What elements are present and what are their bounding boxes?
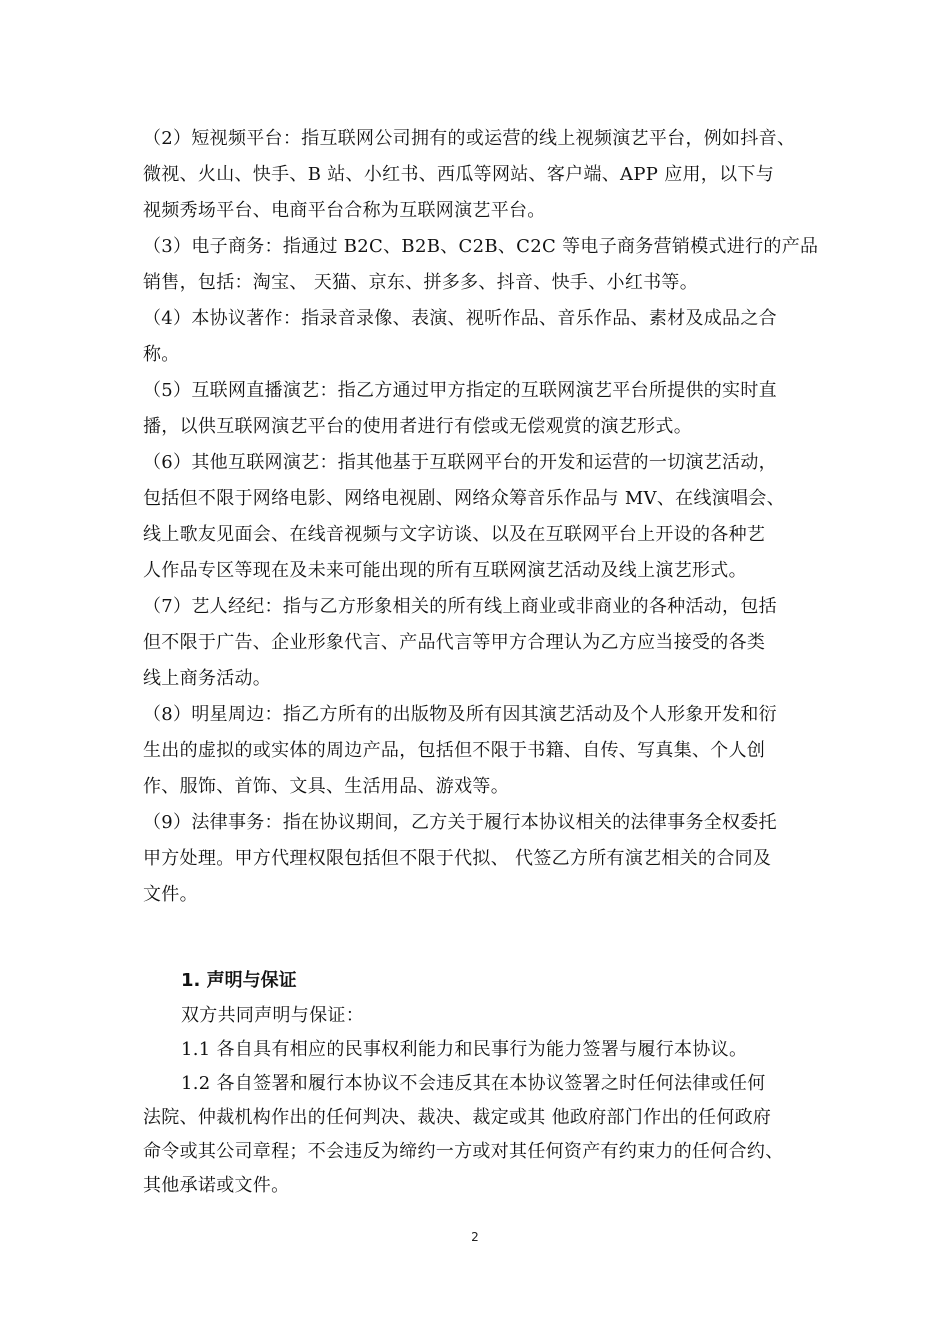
text-line: 销售，包括：淘宝、 天猫、京东、拼多多、抖音、快手、小红书等。	[143, 272, 699, 293]
text-line: 1.2 各自签署和履行本协议不会违反其在本协议签署之时任何法律或任何	[181, 1073, 766, 1094]
definition-item-5	[143, 373, 823, 445]
declarations-section	[143, 963, 823, 1203]
text-line: 其他承诺或文件。	[143, 1175, 290, 1196]
definition-item-9	[143, 805, 823, 913]
text-line: （8）明星周边：指乙方所有的出版物及所有因其演艺活动及个人形象开发和衍	[143, 704, 777, 725]
text-line: （3）电子商务：指通过 B2C、B2B、C2B、C2C 等电子商务营销模式进行的产品	[143, 236, 819, 257]
definition-item-7	[143, 589, 823, 697]
text-line: 生出的虚拟的或实体的周边产品，包括但不限于书籍、自传、写真集、个人创	[143, 740, 766, 761]
text-line: 线上歌友见面会、在线音视频与文字访谈、以及在互联网平台上开设的各种艺	[143, 524, 766, 545]
text-line: 播，以供互联网演艺平台的使用者进行有偿或无偿观赏的演艺形式。	[143, 416, 692, 437]
definitions-list	[143, 121, 823, 913]
text-line: （4）本协议著作：指录音录像、表演、视听作品、音乐作品、素材及成品之合	[143, 308, 777, 329]
definition-item-2	[143, 121, 823, 229]
clause-1-2	[143, 1067, 823, 1203]
text-line: 作、服饰、首饰、文具、生活用品、游戏等。	[143, 776, 509, 797]
page-number: 2	[471, 1230, 479, 1244]
text-line: 视频秀场平台、电商平台合称为互联网演艺平台。	[143, 200, 546, 221]
text-line: 称。	[143, 344, 180, 365]
text-line: 但不限于广告、企业形象代言、产品代言等甲方合理认为乙方应当接受的各类	[143, 632, 766, 653]
text-line: 法院、仲裁机构作出的任何判决、裁决、裁定或其 他政府部门作出的任何政府	[143, 1107, 772, 1128]
text-line: 命令或其公司章程；不会违反为缔约一方或对其任何资产有约束力的任何合约、	[143, 1141, 784, 1162]
text-line: （6）其他互联网演艺：指其他基于互联网平台的开发和运营的一切演艺活动，	[143, 452, 777, 473]
text-line: 文件。	[143, 884, 198, 905]
definition-item-3	[143, 229, 823, 301]
text-line: 甲方处理。甲方代理权限包括但不限于代拟、 代签乙方所有演艺相关的合同及	[143, 848, 772, 869]
text-line: （9）法律事务：指在协议期间，乙方关于履行本协议相关的法律事务全权委托	[143, 812, 777, 833]
definition-item-6	[143, 445, 823, 589]
text-line: 包括但不限于网络电影、网络电视剧、网络众筹音乐作品与 MV、在线演唱会、	[143, 488, 785, 509]
definition-item-8	[143, 697, 823, 805]
text-line: 线上商务活动。	[143, 668, 272, 689]
section-heading: 1. 声明与保证	[181, 970, 297, 991]
definition-item-4	[143, 301, 823, 373]
text-line: （5）互联网直播演艺：指乙方通过甲方指定的互联网演艺平台所提供的实时直	[143, 380, 777, 401]
clause-1-1: 1.1 各自具有相应的民事权利能力和民事行为能力签署与履行本协议。	[181, 1039, 748, 1060]
section-intro: 双方共同声明与保证：	[181, 1005, 364, 1026]
text-line: 微视、火山、快手、B 站、小红书、西瓜等网站、客户端、APP 应用，以下与	[143, 164, 774, 185]
text-line: （2）短视频平台：指互联网公司拥有的或运营的线上视频演艺平台，例如抖音、	[143, 128, 796, 149]
text-line: 人作品专区等现在及未来可能出现的所有互联网演艺活动及线上演艺形式。	[143, 560, 747, 581]
text-line: （7）艺人经纪：指与乙方形象相关的所有线上商业或非商业的各种活动，包括	[143, 596, 777, 617]
